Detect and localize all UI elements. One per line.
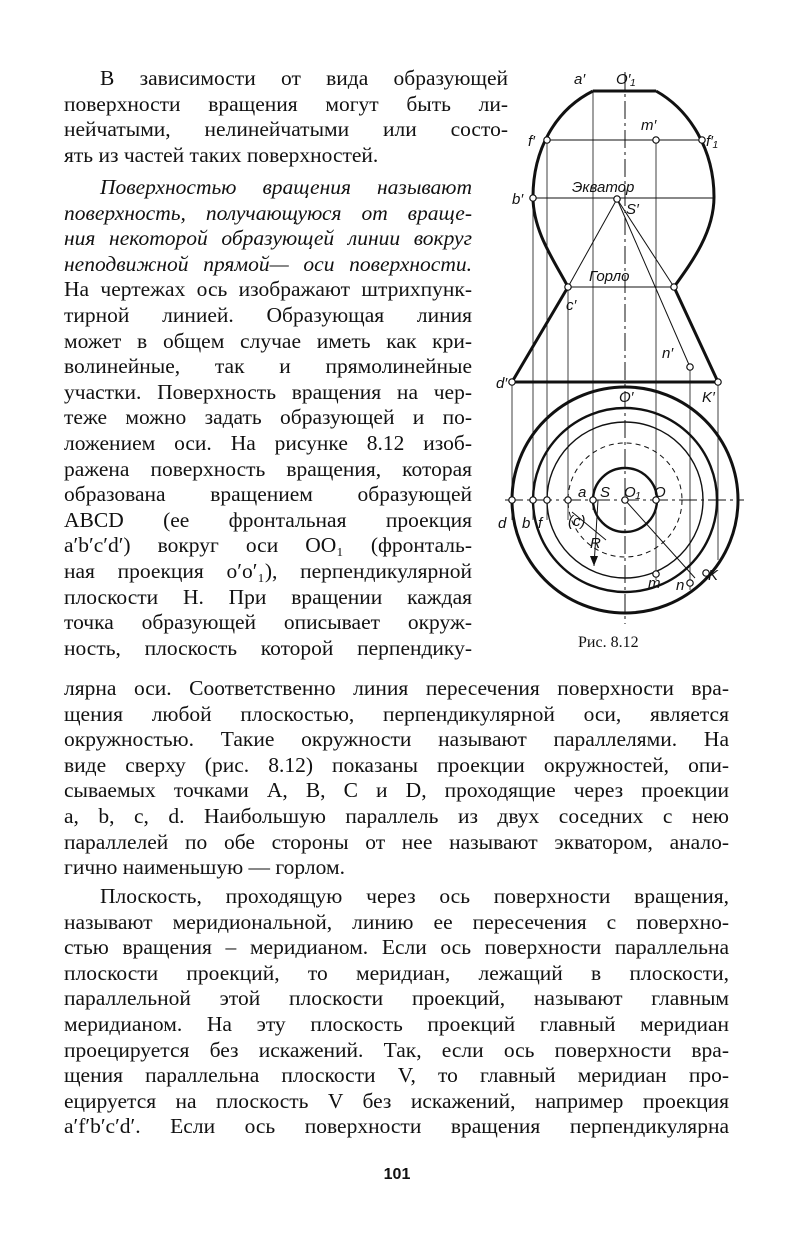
- paragraph-definition: [64, 175, 472, 661]
- text-line: [64, 252, 472, 278]
- text-line: a′f′b′c′d′. Если ось поверхности вращения перпендикулярна: [64, 1114, 729, 1139]
- label-o1-prime: O′₁: [616, 71, 636, 88]
- text-line: тирной линией. Образующая линия: [64, 302, 472, 327]
- definition-text: Поверхностью вращения называют: [100, 175, 472, 199]
- text-line: щения любой плоскостью, перпендикулярной оси, является: [64, 701, 729, 726]
- paragraph-intro: [64, 66, 508, 168]
- text-line: В зависимости от вида образующей: [100, 66, 508, 90]
- text-line: a, b, c, d. Наибольшую параллель из двух соседних с нею: [64, 803, 729, 828]
- text-line: виде сверху (рис. 8.12) показаны проекции окружностей, опи-: [64, 752, 729, 777]
- label-o1: O₁: [624, 484, 641, 501]
- label-equator: Экватор: [572, 179, 635, 196]
- point-marker: [671, 284, 677, 290]
- label-n: n: [676, 577, 685, 594]
- text-line: параллелей по обе стороны от нее называют экватором, анало-: [64, 829, 729, 854]
- label-m-prime: m′: [641, 117, 657, 134]
- label-a-prime: a′: [574, 71, 586, 88]
- point-marker: [530, 195, 536, 201]
- point-marker: [565, 497, 571, 503]
- text-line: a′b′c′d′) вокруг оси OO₁ (фронталь-: [64, 533, 472, 558]
- text-line: [64, 175, 472, 201]
- surface-of-revolution-figure: [492, 60, 762, 660]
- label-b-prime: b′: [512, 191, 524, 208]
- text-line: На чертежах ось изображают штрихпунк-: [64, 277, 472, 302]
- label-n-prime: n′: [662, 345, 674, 362]
- text-line: плоскости проекций, то меридиан, лежащий в плоскости,: [64, 960, 729, 985]
- label-c: (c): [568, 513, 586, 530]
- label-k-prime: K′: [702, 389, 715, 406]
- text-line: гично наименьшую — горлом.: [64, 855, 345, 880]
- label-d-prime: d′: [496, 375, 508, 392]
- text-line: Плоскость, проходящую через ось поверхности вращения,: [100, 884, 729, 908]
- page-number: 101: [383, 1166, 411, 1183]
- label-o-prime: O′: [619, 389, 634, 406]
- text-line: ражена поверхность вращения, которая: [64, 456, 472, 481]
- point-marker: [509, 379, 515, 385]
- radius-arrow: [590, 556, 598, 566]
- text-line: образована вращением образующей: [64, 482, 472, 507]
- label-o: O: [654, 484, 666, 501]
- point-marker: [715, 379, 721, 385]
- label-s: S: [600, 484, 611, 501]
- label-f: f: [538, 515, 543, 532]
- label-b: b: [522, 515, 531, 532]
- label-f1-prime: f′₁: [706, 133, 718, 150]
- text-line: меридианом. На эту плоскость проекций главный меридиан: [64, 1011, 729, 1036]
- text-line: поверхности вращения могут быть ли-: [64, 91, 508, 116]
- meridian-outline-left: [512, 91, 593, 382]
- text-line: может в общем случае иметь как кри-: [64, 328, 472, 353]
- text-line: точка образующей описывает окруж-: [64, 610, 472, 635]
- text-line: ять из частей таких поверхностей.: [64, 142, 379, 167]
- text-line: нейчатыми, нелинейчатыми или состо-: [64, 117, 508, 142]
- paragraph-parallels: [64, 676, 729, 881]
- point-marker: [509, 497, 515, 503]
- label-k: K: [708, 567, 719, 584]
- text-line: щения параллельна плоскости V, то главный меридиан про-: [64, 1063, 729, 1088]
- definition-text: неподвижной прямой— оси поверхности.: [64, 251, 472, 276]
- construction-line: [625, 500, 695, 578]
- text-line: ецируется на плоскость V без искажений, например проекция: [64, 1088, 729, 1113]
- point-marker: [544, 137, 550, 143]
- label-s-prime: S′: [626, 201, 639, 218]
- point-marker: [653, 137, 659, 143]
- text-line: плоскости H. При вращении каждая: [64, 584, 472, 609]
- point-marker: [687, 364, 693, 370]
- label-d: d: [498, 515, 507, 532]
- text-line: [64, 226, 472, 252]
- text-line: волинейные, так и прямолинейные: [64, 354, 472, 379]
- text-line: ложением оси. На рисунке 8.12 изоб-: [64, 430, 472, 455]
- label-throat: Горло: [589, 268, 630, 285]
- text-line: ность, плоскость которой перпендику-: [64, 635, 472, 660]
- definition-text: поверхность, получающуюся от враще-: [64, 200, 472, 225]
- text-line: называют меридиональной, линию ее пересечения с поверхно-: [64, 909, 729, 934]
- point-marker: [699, 137, 705, 143]
- text-line: лярна оси. Соответственно линия пересечения поверхности вра-: [64, 676, 729, 700]
- text-line: окружностью. Такие окружности называют параллелями. На: [64, 727, 729, 752]
- point-marker: [530, 497, 536, 503]
- point-marker: [614, 196, 620, 202]
- point-marker: [590, 497, 596, 503]
- paragraph-meridian: [64, 884, 729, 1140]
- text-line: ная проекция o′o′₁), перпендикулярной: [64, 558, 472, 583]
- label-r: R: [590, 535, 601, 552]
- text-line: стью вращения – меридианом. Если ось поверхности параллельна: [64, 935, 729, 960]
- text-line: теже можно задать образующей и по-: [64, 405, 472, 430]
- text-line: сываемых точками A, B, C и D, проходящие через проекции: [64, 778, 729, 803]
- point-marker: [565, 284, 571, 290]
- label-f-prime: f′: [528, 133, 535, 150]
- text-line: [64, 201, 472, 227]
- text-line: параллельной этой плоскости проекций, называют главным: [64, 986, 729, 1011]
- figure-caption: Рис. 8.12: [578, 634, 639, 651]
- definition-text: ния некоторой образующей линии вокруг: [64, 226, 472, 251]
- text-line: участки. Поверхность вращения на чер-: [64, 379, 472, 404]
- label-a: a: [578, 484, 587, 501]
- label-m: m: [648, 575, 661, 592]
- label-c-prime: c′: [566, 297, 577, 314]
- point-marker: [544, 497, 550, 503]
- point-marker: [687, 580, 693, 586]
- text-line: ABCD (ее фронтальная проекция: [64, 507, 472, 532]
- text-line: проецируется без искажений. Так, если ось поверхности вра-: [64, 1037, 729, 1062]
